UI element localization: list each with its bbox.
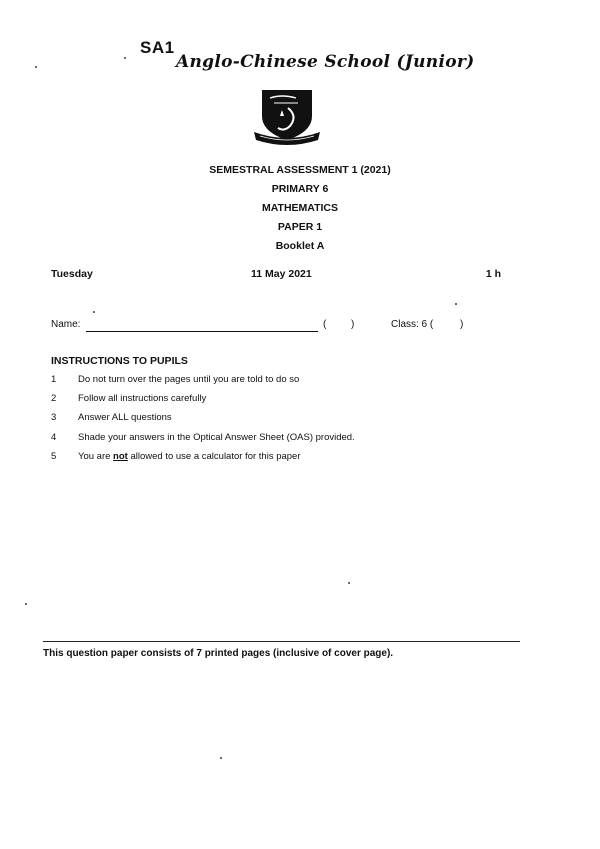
footer-divider [43, 641, 520, 642]
class-label: Class: 6 ( [391, 319, 434, 330]
scan-speck [124, 57, 126, 59]
instruction-number: 5 [51, 450, 57, 462]
exam-date: 11 May 2021 [251, 268, 312, 280]
instruction-text-pre: You are [78, 450, 114, 462]
scan-speck [455, 303, 457, 305]
page-count-note: This question paper consists of 7 printed pages (inclusive of cover page). [43, 648, 394, 659]
name-field[interactable] [86, 331, 318, 332]
instruction-text-post: allowed to use a calculator for this paper [127, 450, 301, 462]
exam-day: Tuesday [51, 268, 93, 280]
assessment-title: SEMESTRAL ASSESSMENT 1 (2021) [209, 164, 391, 176]
exam-duration: 1 h [485, 268, 501, 280]
instruction-text: Do not turn over the pages until you are told to do so [78, 374, 300, 385]
instruction-text: Answer ALL questions [78, 412, 172, 424]
instruction-text [78, 451, 301, 462]
instruction-number: 2 [51, 393, 57, 405]
instruction-text: Shade your answers in the Optical Answer Sheet (OAS) provided. [78, 431, 355, 443]
level-title: PRIMARY 6 [271, 183, 329, 195]
instruction-emphasis: not [113, 450, 128, 462]
scan-speck [348, 582, 350, 584]
scan-speck [35, 66, 37, 68]
scan-speck [220, 757, 222, 759]
scan-speck [25, 603, 27, 605]
class-close: ) [460, 319, 464, 330]
scan-speck [93, 311, 95, 313]
register-number-close: ) [351, 319, 355, 330]
booklet-title: Booklet A [275, 240, 325, 252]
subject-title: MATHEMATICS [261, 202, 339, 214]
student-details-row [51, 319, 464, 330]
instructions-title: INSTRUCTIONS TO PUPILS [51, 355, 188, 367]
instruction-number: 4 [51, 431, 57, 443]
name-label: Name: [51, 319, 81, 330]
instruction-text: Follow all instructions carefully [78, 393, 207, 405]
instruction-number: 1 [51, 374, 57, 385]
instruction-number: 3 [51, 412, 57, 424]
school-name: Anglo-Chinese School (Junior) [176, 52, 475, 72]
register-number-open: ( [323, 319, 327, 330]
school-crest-icon [252, 86, 322, 148]
stamp-label: SA1 [140, 38, 175, 57]
paper-title: PAPER 1 [277, 221, 323, 233]
